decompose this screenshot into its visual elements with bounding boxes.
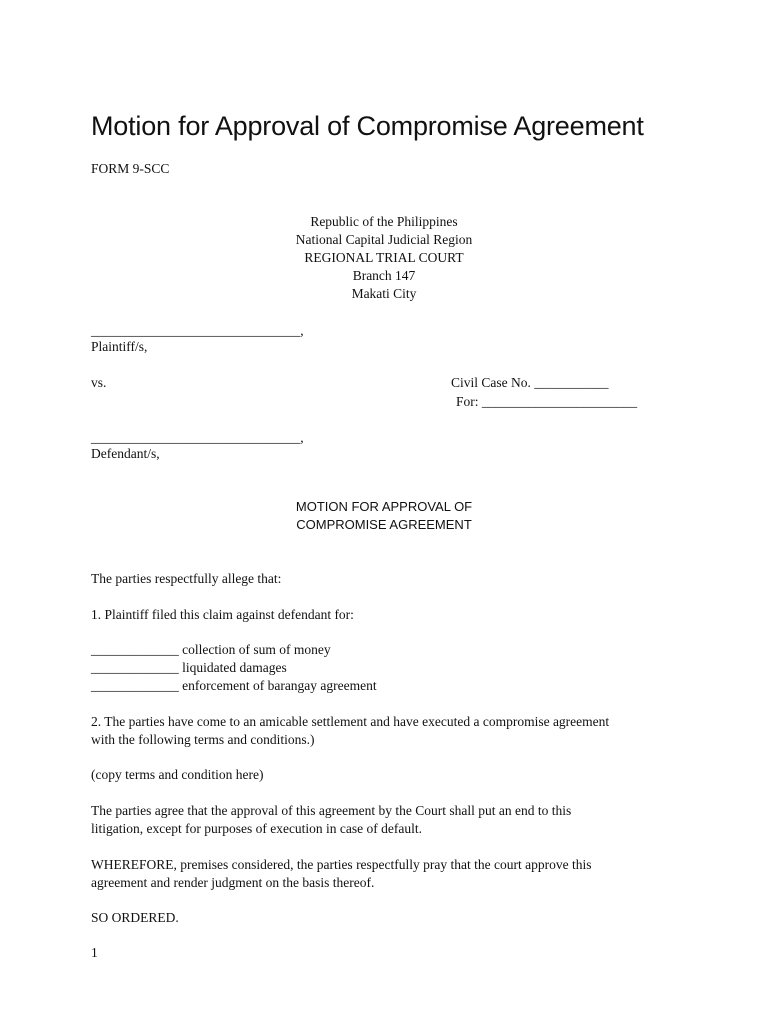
wherefore-line2: agreement and render judgment on the basis thereof. xyxy=(91,875,375,890)
versus-label: vs. xyxy=(91,375,107,390)
case-for-field: For: _______________________ xyxy=(456,394,638,409)
defendant-blank: _______________________________, xyxy=(91,430,304,445)
allegation-1: 1. Plaintiff filed this claim against defendant for: xyxy=(91,607,354,622)
plaintiff-label: Plaintiff/s, xyxy=(91,339,148,354)
court-line-region: National Capital Judicial Region xyxy=(295,232,473,247)
document-title: Motion for Approval of Compromise Agreement xyxy=(91,111,644,141)
agreement-paragraph-line2: litigation, except for purposes of execution in case of default. xyxy=(91,821,423,836)
defendant-label: Defendant/s, xyxy=(91,446,160,461)
form-number: FORM 9-SCC xyxy=(91,161,170,176)
allegation-2-line1: 2. The parties have come to an amicable settlement and have executed a compromise agreement xyxy=(91,714,610,729)
motion-heading-line1: MOTION FOR APPROVAL OF xyxy=(295,499,473,514)
claim-option-barangay: _____________ enforcement of barangay agreement xyxy=(91,678,377,693)
plaintiff-blank: _______________________________, xyxy=(91,323,304,338)
agreement-paragraph-line1: The parties agree that the approval of this agreement by the Court shall put an end to this xyxy=(91,803,572,818)
court-line-branch: Branch 147 xyxy=(352,268,416,283)
court-line-republic: Republic of the Philippines xyxy=(310,214,458,229)
page-number: 1 xyxy=(91,945,98,960)
copy-terms-note: (copy terms and condition here) xyxy=(91,767,264,782)
claim-option-damages: _____________ liquidated damages xyxy=(91,660,287,675)
civil-case-number: Civil Case No. ___________ xyxy=(451,375,609,390)
court-line-rtc: REGIONAL TRIAL COURT xyxy=(304,250,464,265)
wherefore-line1: WHEREFORE, premises considered, the parties respectfully pray that the court approve this xyxy=(91,857,592,872)
intro-paragraph: The parties respectfully allege that: xyxy=(91,571,282,586)
allegation-2-line2: with the following terms and conditions.) xyxy=(91,732,315,747)
motion-heading-line2: COMPROMISE AGREEMENT xyxy=(296,517,472,532)
so-ordered: SO ORDERED. xyxy=(91,910,179,925)
court-line-city: Makati City xyxy=(351,286,417,301)
claim-option-collection: _____________ collection of sum of money xyxy=(91,642,331,657)
